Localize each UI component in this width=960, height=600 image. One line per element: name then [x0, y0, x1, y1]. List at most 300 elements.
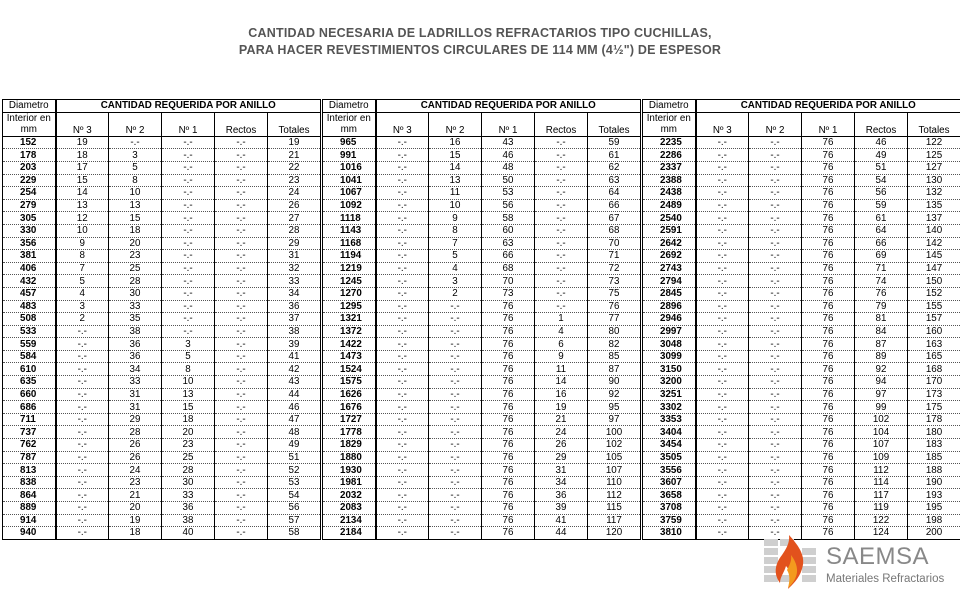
quantity-cell: -.-: [376, 338, 429, 351]
quantity-cell: -.-: [535, 199, 588, 212]
diameter-cell: 813: [3, 464, 56, 477]
quantity-cell: -.-: [215, 237, 268, 250]
quantity-cell: 8: [162, 363, 215, 376]
table-row: [3, 350, 321, 363]
quantity-cell: -.-: [749, 388, 802, 401]
table-row: [643, 224, 960, 237]
diameter-cell: 2946: [643, 313, 696, 326]
table-row: [323, 325, 641, 338]
quantity-cell: -.-: [215, 502, 268, 515]
quantity-cell: -.-: [215, 250, 268, 263]
quantity-cell: 16: [429, 136, 482, 149]
quantity-cell: 63: [588, 174, 641, 187]
quantity-cell: 124: [855, 527, 908, 540]
quantity-cell: -.-: [162, 313, 215, 326]
quantity-cell: 35: [109, 313, 162, 326]
quantity-cell: 18: [56, 149, 109, 162]
quantity-cell: -.-: [215, 439, 268, 452]
quantity-cell: -.-: [749, 464, 802, 477]
quantity-cell: -.-: [376, 514, 429, 527]
quantity-cell: -.-: [535, 136, 588, 149]
table-row: [3, 262, 321, 275]
quantity-cell: 28: [162, 464, 215, 477]
quantity-cell: 90: [588, 376, 641, 389]
quantity-cell: 76: [802, 439, 855, 452]
quantity-cell: 19: [109, 514, 162, 527]
quantity-cell: 10: [429, 199, 482, 212]
quantity-cell: 76: [802, 250, 855, 263]
quantity-cell: 77: [588, 313, 641, 326]
quantity-cell: -.-: [215, 262, 268, 275]
diameter-cell: 3556: [643, 464, 696, 477]
table-row: [3, 199, 321, 212]
quantity-cell: -.-: [376, 136, 429, 149]
quantity-cell: -.-: [376, 401, 429, 414]
quantity-cell: -.-: [56, 426, 109, 439]
table-row: [643, 199, 960, 212]
quantity-cell: 76: [802, 350, 855, 363]
quantity-cell: 29: [268, 237, 321, 250]
quantity-cell: 104: [855, 426, 908, 439]
diameter-cell: 2591: [643, 224, 696, 237]
table-row: [323, 149, 641, 162]
column-header-totales: Totales: [908, 112, 960, 136]
quantity-cell: 152: [908, 287, 960, 300]
quantity-cell: -.-: [749, 187, 802, 200]
quantity-cell: 76: [482, 464, 535, 477]
quantity-cell: 76: [802, 287, 855, 300]
quantity-cell: 66: [588, 199, 641, 212]
column-header-no1: Nº 1: [482, 112, 535, 136]
header-row-1: [643, 100, 960, 113]
quantity-cell: -.-: [376, 325, 429, 338]
table-row: [323, 262, 641, 275]
table-row: [643, 174, 960, 187]
diameter-cell: 559: [3, 338, 56, 351]
quantity-cell: -.-: [535, 149, 588, 162]
quantity-cell: -.-: [162, 262, 215, 275]
quantity-cell: 76: [802, 262, 855, 275]
quantity-cell: 53: [268, 476, 321, 489]
quantity-cell: -.-: [429, 363, 482, 376]
table-row: [323, 426, 641, 439]
column-header-totales: Totales: [268, 112, 321, 136]
diameter-cell: 1067: [323, 187, 376, 200]
quantity-cell: -.-: [535, 224, 588, 237]
table-row: [643, 187, 960, 200]
diameter-cell: 3454: [643, 439, 696, 452]
quantity-cell: -.-: [56, 350, 109, 363]
table-row: [3, 174, 321, 187]
diameter-cell: 737: [3, 426, 56, 439]
quantity-cell: 72: [588, 262, 641, 275]
quantity-cell: 76: [482, 439, 535, 452]
quantity-cell: 20: [109, 502, 162, 515]
quantity-cell: 23: [109, 476, 162, 489]
quantity-cell: 34: [535, 476, 588, 489]
quantity-cell: -.-: [535, 275, 588, 288]
quantity-cell: 94: [855, 376, 908, 389]
quantity-cell: 92: [855, 363, 908, 376]
diameter-cell: 965: [323, 136, 376, 149]
header-row-1: [323, 100, 641, 113]
quantity-cell: 17: [56, 161, 109, 174]
quantity-cell: 48: [268, 426, 321, 439]
quantity-cell: 76: [482, 338, 535, 351]
quantity-cell: -.-: [376, 149, 429, 162]
quantity-cell: 99: [855, 401, 908, 414]
diameter-cell: 2388: [643, 174, 696, 187]
diameter-cell: 1168: [323, 237, 376, 250]
quantity-cell: -.-: [376, 476, 429, 489]
diameter-cell: 660: [3, 388, 56, 401]
table-row: [323, 401, 641, 414]
quantity-cell: 114: [855, 476, 908, 489]
quantity-cell: -.-: [749, 527, 802, 540]
quantity-cell: -.-: [56, 502, 109, 515]
quantity-cell: -.-: [376, 489, 429, 502]
quantity-cell: 54: [855, 174, 908, 187]
table-row: [643, 514, 960, 527]
quantity-cell: -.-: [56, 476, 109, 489]
quantity-cell: -.-: [429, 426, 482, 439]
quantity-cell: -.-: [696, 350, 749, 363]
quantity-cell: 112: [855, 464, 908, 477]
quantity-cell: 73: [482, 287, 535, 300]
quantity-cell: 31: [109, 401, 162, 414]
diameter-header-line-3: mm: [643, 124, 696, 136]
quantity-cell: -.-: [376, 275, 429, 288]
quantity-cell: -.-: [749, 174, 802, 187]
quantity-cell: -.-: [215, 212, 268, 225]
quantity-cell: 42: [268, 363, 321, 376]
quantity-cell: -.-: [162, 224, 215, 237]
column-header-no3: Nº 3: [376, 112, 429, 136]
quantity-cell: 24: [535, 426, 588, 439]
quantity-cell: 13: [162, 388, 215, 401]
quantity-cell: 105: [588, 451, 641, 464]
quantity-cell: -.-: [56, 451, 109, 464]
quantity-cell: -.-: [696, 199, 749, 212]
quantity-cell: -.-: [749, 237, 802, 250]
diameter-cell: 1194: [323, 250, 376, 263]
diameter-cell: 1372: [323, 325, 376, 338]
quantity-cell: 18: [109, 224, 162, 237]
logo-brand: SAEMSA: [826, 543, 930, 570]
quantity-cell: 76: [802, 426, 855, 439]
quantity-cell: -.-: [696, 464, 749, 477]
quantity-cell: 76: [802, 464, 855, 477]
quantity-cell: -.-: [535, 174, 588, 187]
quantity-cell: 110: [588, 476, 641, 489]
quantity-cell: 92: [588, 388, 641, 401]
quantity-cell: 48: [482, 161, 535, 174]
quantity-cell: 49: [268, 439, 321, 452]
table-row: [323, 338, 641, 351]
table-row: [643, 413, 960, 426]
quantity-cell: -.-: [429, 451, 482, 464]
quantity-cell: 26: [268, 199, 321, 212]
quantity-cell: 76: [482, 350, 535, 363]
table-row: [643, 325, 960, 338]
diameter-cell: 864: [3, 489, 56, 502]
column-header-no1: Nº 1: [162, 112, 215, 136]
quantity-cell: 3: [429, 275, 482, 288]
quantity-cell: -.-: [696, 502, 749, 515]
quantity-cell: 76: [482, 300, 535, 313]
quantity-cell: 24: [109, 464, 162, 477]
quantity-cell: 24: [268, 187, 321, 200]
diameter-cell: 2489: [643, 199, 696, 212]
diameter-cell: 2083: [323, 502, 376, 515]
quantity-cell: 102: [855, 413, 908, 426]
table-row: [3, 325, 321, 338]
column-header-totales: Totales: [588, 112, 641, 136]
table-row: [323, 464, 641, 477]
table-row: [3, 401, 321, 414]
quantity-cell: 1: [535, 313, 588, 326]
quantity-cell: 81: [855, 313, 908, 326]
quantity-cell: 198: [908, 514, 960, 527]
quantity-cell: 76: [482, 363, 535, 376]
quantity-cell: -.-: [696, 174, 749, 187]
table-row: [323, 363, 641, 376]
quantity-cell: 15: [109, 212, 162, 225]
quantity-cell: 140: [908, 224, 960, 237]
quantity-cell: 173: [908, 388, 960, 401]
quantity-cell: 19: [535, 401, 588, 414]
diameter-cell: 533: [3, 325, 56, 338]
quantity-cell: 170: [908, 376, 960, 389]
quantity-cell: 125: [908, 149, 960, 162]
column-header-no1: Nº 1: [802, 112, 855, 136]
quantity-cell: 20: [162, 426, 215, 439]
quantity-cell: 107: [588, 464, 641, 477]
quantity-cell: 76: [588, 300, 641, 313]
quantity-cell: 127: [908, 161, 960, 174]
quantity-cell: -.-: [215, 376, 268, 389]
quantity-cell: 9: [56, 237, 109, 250]
quantity-cell: -.-: [749, 224, 802, 237]
column-header-no2: Nº 2: [429, 112, 482, 136]
diameter-cell: 1295: [323, 300, 376, 313]
quantity-cell: 10: [109, 187, 162, 200]
table-row: [643, 300, 960, 313]
quantity-cell: -.-: [56, 325, 109, 338]
quantity-cell: -.-: [162, 149, 215, 162]
document-title: [0, 25, 960, 59]
quantity-cell: -.-: [696, 426, 749, 439]
quantity-cell: 6: [535, 338, 588, 351]
quantity-cell: 60: [482, 224, 535, 237]
quantity-cell: -.-: [535, 250, 588, 263]
quantity-cell: 29: [109, 413, 162, 426]
diameter-cell: 2337: [643, 161, 696, 174]
quantity-cell: 38: [162, 514, 215, 527]
group-header: CANTIDAD REQUERIDA POR ANILLO: [696, 100, 960, 113]
table-row: [643, 136, 960, 149]
quantity-cell: -.-: [696, 413, 749, 426]
quantity-cell: 4: [56, 287, 109, 300]
quantity-cell: -.-: [215, 300, 268, 313]
quantity-cell: -.-: [215, 527, 268, 540]
quantity-cell: -.-: [162, 174, 215, 187]
quantity-cell: 28: [109, 275, 162, 288]
quantity-cell: -.-: [56, 338, 109, 351]
quantity-cell: -.-: [376, 199, 429, 212]
quantity-cell: 36: [268, 300, 321, 313]
quantity-cell: -.-: [696, 376, 749, 389]
quantity-cell: -.-: [162, 250, 215, 263]
diameter-cell: 1270: [323, 287, 376, 300]
quantity-cell: 76: [482, 313, 535, 326]
title-line-2: PARA HACER REVESTIMIENTOS CIRCULARES DE 114 MM (4½") DE ESPESOR: [238, 43, 722, 57]
quantity-cell: -.-: [429, 300, 482, 313]
quantity-cell: -.-: [429, 376, 482, 389]
table-row: [643, 502, 960, 515]
diameter-cell: 3353: [643, 413, 696, 426]
diameter-cell: 203: [3, 161, 56, 174]
quantity-cell: -.-: [696, 363, 749, 376]
table-row: [323, 300, 641, 313]
diameter-cell: 1676: [323, 401, 376, 414]
table-row: [3, 187, 321, 200]
quantity-cell: 7: [56, 262, 109, 275]
quantity-cell: -.-: [376, 388, 429, 401]
diameter-cell: 3251: [643, 388, 696, 401]
quantity-cell: 200: [908, 527, 960, 540]
quantity-cell: 15: [162, 401, 215, 414]
quantity-cell: 8: [429, 224, 482, 237]
brick-table-1: [2, 99, 321, 540]
quantity-cell: 30: [162, 476, 215, 489]
table-row: [3, 439, 321, 452]
quantity-cell: 89: [855, 350, 908, 363]
diameter-cell: 1041: [323, 174, 376, 187]
quantity-cell: 76: [482, 413, 535, 426]
quantity-cell: 76: [802, 489, 855, 502]
table-row: [643, 476, 960, 489]
table-row: [643, 161, 960, 174]
table-row: [3, 212, 321, 225]
diameter-cell: 635: [3, 376, 56, 389]
quantity-cell: 76: [482, 502, 535, 515]
quantity-cell: -.-: [749, 413, 802, 426]
quantity-cell: 76: [482, 401, 535, 414]
table-row: [323, 275, 641, 288]
diameter-cell: 3200: [643, 376, 696, 389]
quantity-cell: 4: [429, 262, 482, 275]
diameter-cell: 2642: [643, 237, 696, 250]
quantity-cell: 20: [109, 237, 162, 250]
quantity-cell: -.-: [215, 464, 268, 477]
group-header: CANTIDAD REQUERIDA POR ANILLO: [376, 100, 641, 113]
quantity-cell: -.-: [696, 338, 749, 351]
quantity-cell: -.-: [376, 502, 429, 515]
quantity-cell: 76: [802, 451, 855, 464]
diameter-cell: 1245: [323, 275, 376, 288]
table-row: [323, 413, 641, 426]
quantity-cell: 71: [855, 262, 908, 275]
diameter-cell: 1930: [323, 464, 376, 477]
diameter-cell: 3150: [643, 363, 696, 376]
diameter-cell: 229: [3, 174, 56, 187]
diameter-cell: 3658: [643, 489, 696, 502]
table-row: [3, 287, 321, 300]
quantity-cell: 31: [268, 250, 321, 263]
quantity-cell: -.-: [56, 489, 109, 502]
table-row: [643, 338, 960, 351]
diameter-cell: 3099: [643, 350, 696, 363]
quantity-cell: -.-: [535, 161, 588, 174]
diameter-cell: 1524: [323, 363, 376, 376]
quantity-cell: -.-: [162, 212, 215, 225]
quantity-cell: -.-: [376, 363, 429, 376]
diameter-cell: 1473: [323, 350, 376, 363]
quantity-cell: 122: [908, 136, 960, 149]
diameter-cell: 1321: [323, 313, 376, 326]
quantity-cell: 30: [109, 287, 162, 300]
quantity-cell: -.-: [749, 149, 802, 162]
quantity-cell: -.-: [162, 187, 215, 200]
quantity-cell: 76: [802, 199, 855, 212]
group-header: CANTIDAD REQUERIDA POR ANILLO: [56, 100, 321, 113]
quantity-cell: -.-: [376, 350, 429, 363]
quantity-cell: 63: [482, 237, 535, 250]
quantity-cell: 5: [162, 350, 215, 363]
quantity-cell: -.-: [429, 489, 482, 502]
diameter-cell: 3302: [643, 401, 696, 414]
quantity-cell: 76: [802, 401, 855, 414]
table-row: [643, 350, 960, 363]
quantity-cell: 23: [109, 250, 162, 263]
quantity-cell: 76: [482, 376, 535, 389]
quantity-cell: 76: [802, 388, 855, 401]
quantity-cell: 61: [588, 149, 641, 162]
quantity-cell: 32: [268, 262, 321, 275]
quantity-cell: 54: [268, 489, 321, 502]
quantity-cell: 46: [482, 149, 535, 162]
quantity-cell: 46: [855, 136, 908, 149]
quantity-cell: -.-: [215, 426, 268, 439]
quantity-cell: -.-: [162, 287, 215, 300]
quantity-cell: 26: [109, 439, 162, 452]
quantity-cell: 9: [535, 350, 588, 363]
quantity-cell: 8: [109, 174, 162, 187]
diameter-cell: 711: [3, 413, 56, 426]
quantity-cell: 76: [802, 325, 855, 338]
quantity-cell: -.-: [215, 401, 268, 414]
quantity-cell: 27: [268, 212, 321, 225]
table-row: [3, 313, 321, 326]
table-row: [323, 388, 641, 401]
diameter-cell: 2184: [323, 527, 376, 540]
quantity-cell: 76: [482, 325, 535, 338]
quantity-cell: 117: [588, 514, 641, 527]
quantity-cell: 135: [908, 199, 960, 212]
table-row: [643, 451, 960, 464]
quantity-cell: -.-: [162, 199, 215, 212]
quantity-cell: 21: [268, 149, 321, 162]
header-row-2: [323, 112, 641, 124]
quantity-cell: -.-: [749, 199, 802, 212]
quantity-cell: 49: [855, 149, 908, 162]
quantity-cell: 117: [855, 489, 908, 502]
quantity-cell: -.-: [429, 502, 482, 515]
quantity-cell: -.-: [429, 388, 482, 401]
quantity-cell: 80: [588, 325, 641, 338]
quantity-cell: -.-: [696, 237, 749, 250]
